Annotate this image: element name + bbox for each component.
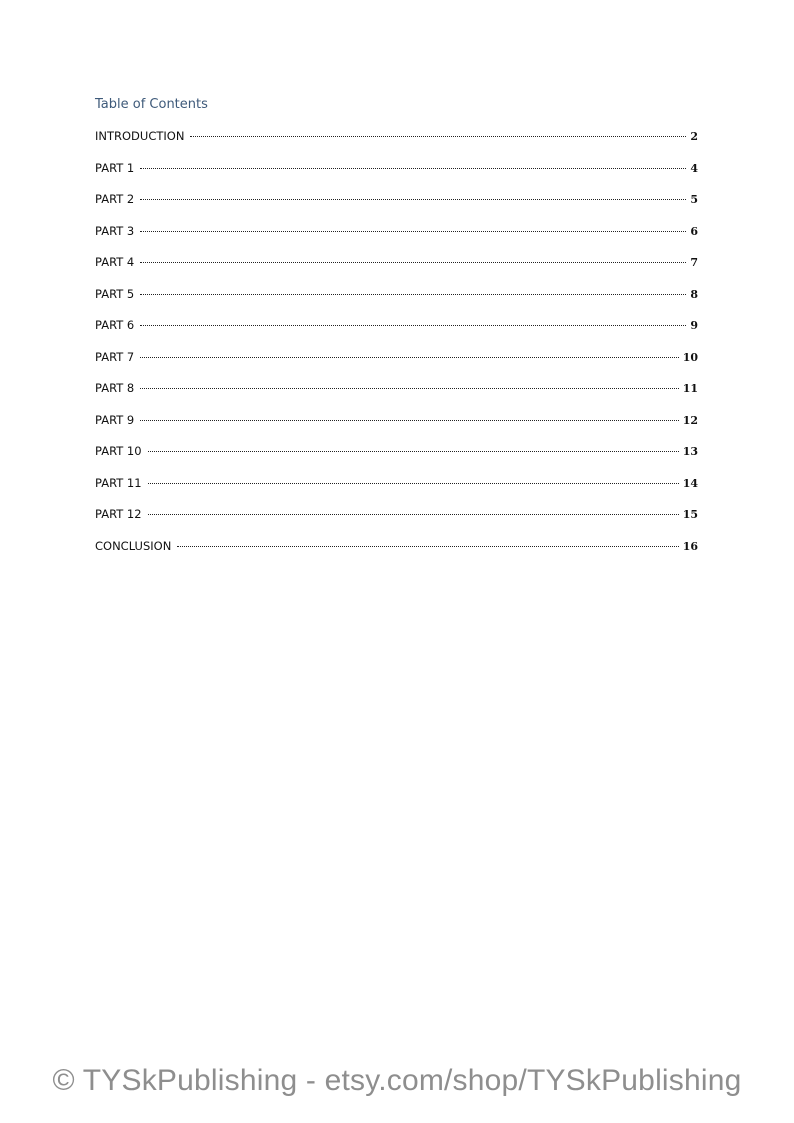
copyright-watermark: © TYSkPublishing - etsy.com/shop/TYSkPublishing (52, 1064, 742, 1097)
toc-entry-page-number: 2 (690, 130, 698, 143)
dot-leader (140, 357, 678, 358)
dot-leader (140, 294, 686, 295)
toc-entry-label: PART 1 (95, 160, 135, 175)
toc-entry-page-number: 15 (682, 508, 698, 521)
toc-entry-part-7[interactable] (95, 348, 698, 380)
table-of-contents (95, 96, 698, 568)
toc-entry-part-1[interactable] (95, 159, 698, 191)
toc-entry-label: PART 9 (95, 412, 135, 427)
toc-entry-part-9[interactable] (95, 411, 698, 443)
toc-entry-label: PART 4 (95, 255, 135, 269)
toc-entry-label: PART 11 (95, 475, 142, 490)
toc-entry-page-number: 8 (690, 287, 698, 301)
toc-entry-label: PART 3 (95, 223, 135, 238)
toc-entry-page-number: 14 (682, 476, 698, 490)
dot-leader (140, 262, 686, 263)
dot-leader (140, 325, 686, 326)
dot-leader (140, 168, 686, 169)
toc-entry-part-4[interactable] (95, 253, 698, 285)
dot-leader (140, 420, 678, 421)
toc-entry-page-number: 16 (682, 539, 698, 553)
toc-entry-page-number: 6 (690, 224, 698, 238)
dot-leader (177, 546, 678, 547)
toc-entry-label: PART 7 (95, 349, 135, 364)
toc-entry-part-11[interactable] (95, 474, 698, 506)
toc-title: Table of Contents (95, 97, 208, 112)
toc-entry-label: PART 6 (95, 318, 135, 332)
toc-entry-page-number: 5 (690, 193, 698, 206)
toc-entry-label: INTRODUCTION (95, 129, 185, 143)
dot-leader (148, 514, 679, 515)
toc-entry-conclusion[interactable] (95, 537, 698, 569)
dot-leader (190, 136, 686, 137)
toc-entry-part-12[interactable] (95, 505, 698, 537)
toc-entry-label: PART 10 (95, 444, 142, 458)
toc-entry-label: PART 2 (95, 192, 135, 206)
toc-entry-page-number: 12 (682, 413, 698, 427)
toc-entry-page-number: 7 (690, 256, 698, 269)
toc-entry-part-8[interactable] (95, 379, 698, 411)
toc-entry-page-number: 9 (690, 319, 698, 332)
toc-entry-page-number: 10 (682, 350, 698, 364)
toc-entry-label: PART 12 (95, 507, 142, 521)
dot-leader (140, 231, 686, 232)
toc-entry-page-number: 11 (682, 382, 698, 395)
toc-entry-part-5[interactable] (95, 285, 698, 317)
dot-leader (140, 388, 678, 389)
toc-entry-label: PART 5 (95, 286, 135, 301)
toc-entry-part-2[interactable] (95, 190, 698, 222)
toc-entry-part-3[interactable] (95, 222, 698, 254)
toc-entry-page-number: 13 (682, 445, 698, 458)
dot-leader (148, 451, 679, 452)
toc-entry-part-10[interactable] (95, 442, 698, 474)
dot-leader (140, 199, 686, 200)
toc-entry-page-number: 4 (690, 161, 698, 175)
toc-entry-introduction[interactable] (95, 127, 698, 159)
dot-leader (148, 483, 679, 484)
toc-entry-label: CONCLUSION (95, 538, 172, 553)
toc-entry-part-6[interactable] (95, 316, 698, 348)
toc-entry-label: PART 8 (95, 381, 135, 395)
